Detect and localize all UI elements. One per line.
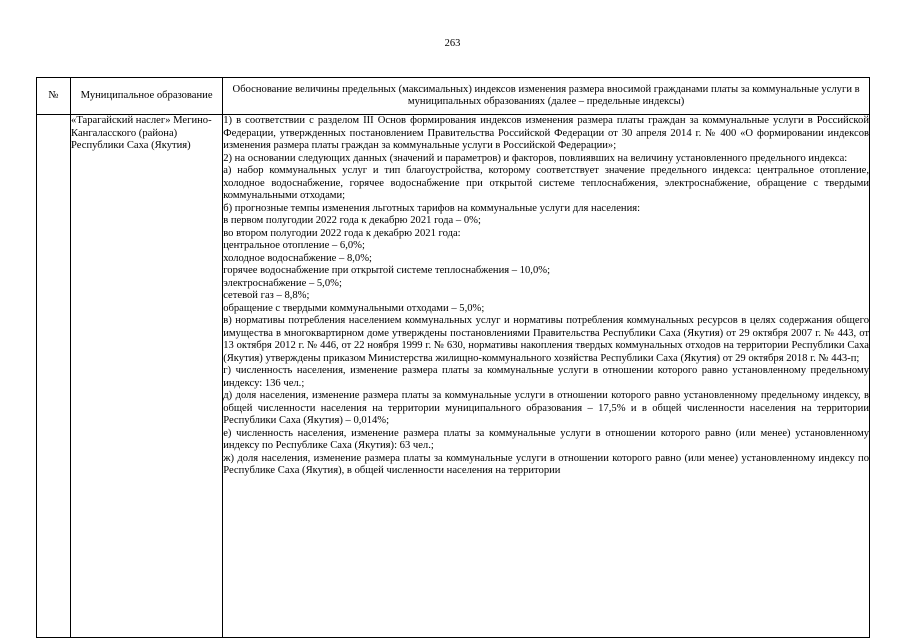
justification-line: обращение с твердыми коммунальными отходами – 5,0%; [223,302,485,314]
justification-line: г) численность населения, изменение размера платы за коммунальные услуги в отношении которого равно установленному предельному индексу: 136 чел.; [223,365,869,389]
table-header-row [37,78,870,115]
header-number: № [37,78,71,115]
justification-line: горячее водоснабжение при открытой системе теплоснабжения – 10,0%; [223,265,551,276]
justification-line: холодное водоснабжение – 8,0%; [223,252,372,264]
header-justification: Обоснование величины предельных (максимальных) индексов изменения размера вносимой гражданами платы за коммунальные услуги в муниципальных образованиях (далее – предельные индексы) [223,78,870,115]
table-row [37,115,870,638]
row-number-cell [37,115,71,638]
justification-line: сетевой газ – 8,8%; [223,290,310,301]
municipality-cell: «Тарагайский наслег» Мегино-Кангаласского (района) Республики Саха (Якутия) [71,115,223,638]
justification-line: а) набор коммунальных услуг и тип благоустройства, которому соответствует значение предельного индекса: центральное отопление, холодное водоснабжение, горячее водоснабжение при открытой системе теплоснабжения, электроснабжение, обращение с твердыми коммунальными отходами; [223,165,869,201]
justification-line: в) нормативы потребления населением коммунальных услуг и нормативы потребления коммунальных ресурсов в целях содержания общего имущества в многоквартирном доме утверждены постановлениями Правительства Республики Саха (Якутия) от 29 октября 2007 г. № 443, от 13 октября 2012 г. № 446, от 22 ноября 1999 г. № 630, нормативы накопления твердых коммунальных отходов на территории Республики Саха (Якутия) утверждены приказом Министерства жилищно-коммунального хозяйства Республики Саха (Якутия) от 29 октября 2018 г. № 443-п; [223,315,869,364]
justification-line: б) прогнозные темпы изменения льготных тарифов на коммунальные услуги для населения: [223,202,641,214]
justification-table [36,77,870,638]
justification-line: электроснабжение – 5,0%; [223,277,342,289]
page-number: 263 [444,38,461,49]
justification-line: в первом полугодии 2022 года к декабрю 2021 года – 0%; [223,215,481,226]
justification-line: е) численность населения, изменение размера платы за коммунальные услуги в отношении которого равно (или менее) установленному индексу по Республике Саха (Якутия): 63 чел.; [223,427,869,451]
justification-line: 2) на основании следующих данных (значений и параметров) и факторов, повлиявших на величину установленного предельного индекса: [223,152,848,164]
header-municipality: Муниципальное образование [71,78,223,115]
justification-line: центральное отопление – 6,0%; [223,240,365,251]
justification-line: ж) доля населения, изменение размера платы за коммунальные услуги в отношении которого равно (или менее) установленному индексу по Республике Саха (Якутия), в общей численности населения на территории [223,452,869,476]
justification-cell [223,115,870,638]
justification-line: 1) в соответствии с разделом III Основ формирования индексов изменения размера платы граждан за коммунальные услуги в Российской Федерации, утвержденных постановлением Правительства Российской Федерации от 30 апреля 2014 г. № 400 «О формировании индексов изменения размера платы граждан за коммунальные услуги в Российской Федерации»; [223,115,869,151]
justification-line: во втором полугодии 2022 года к декабрю 2021 года: [223,227,461,239]
justification-text [223,115,869,637]
justification-line: д) доля населения, изменение размера платы за коммунальные услуги в отношении которого равно установленному предельному индексу, в общей численности населения на территории муниципального образования – 17,5% и в общей численности населения на территории Республики Саха (Якутия) – 0,014%; [223,390,869,426]
